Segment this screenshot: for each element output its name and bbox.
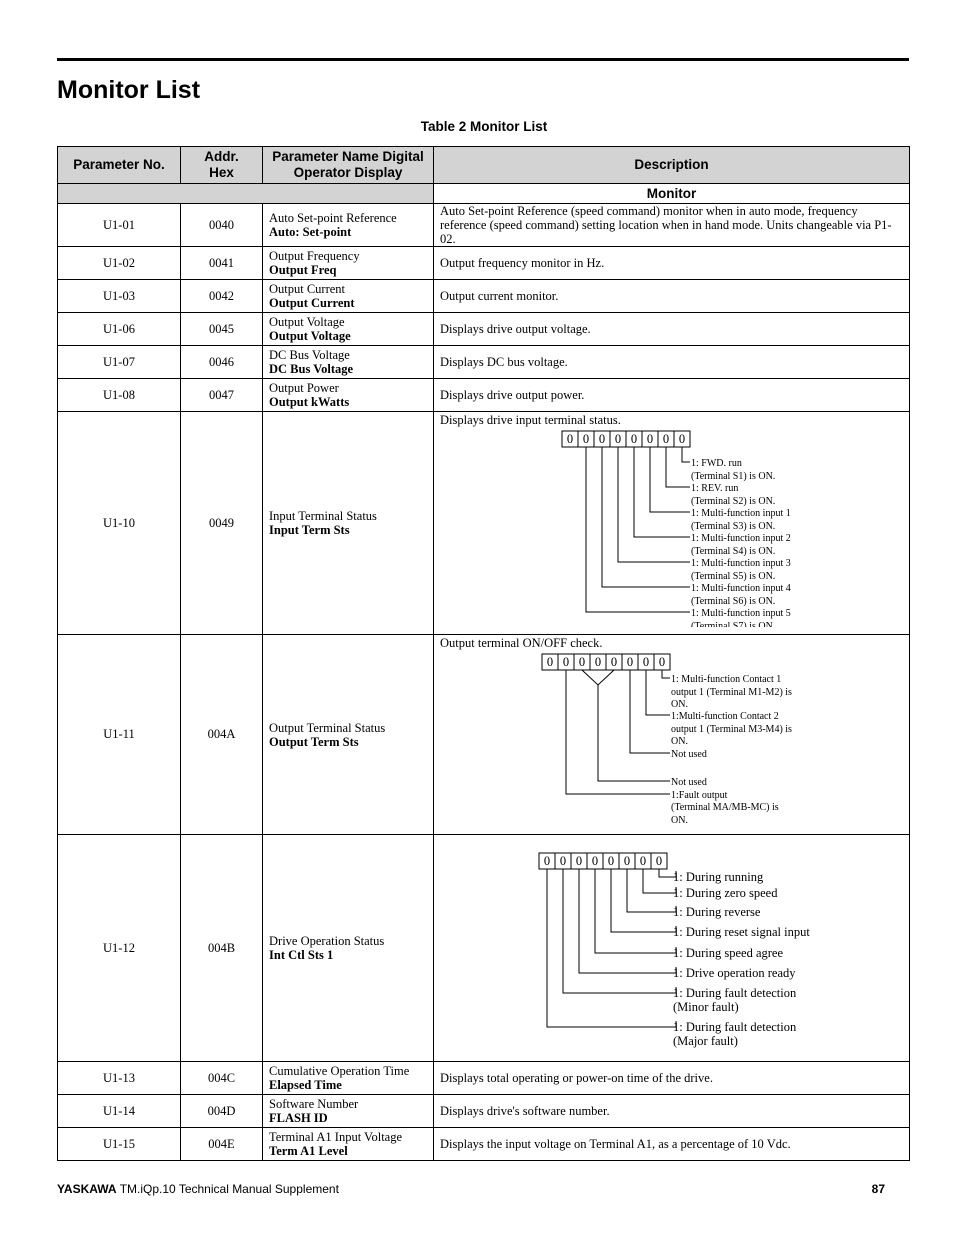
bit-note: (Terminal MA/MB-MC) is (671, 802, 779, 813)
desc-cell: Displays drive's software number. (434, 1095, 910, 1128)
name-cell: Input Terminal Status Input Term Sts (263, 412, 434, 635)
desc-cell: Displays drive output voltage. (434, 313, 910, 346)
bit-note: (Terminal S3) is ON. (691, 521, 776, 532)
bit-note: 1: During speed agree (673, 946, 784, 960)
addr-cell: 0047 (181, 379, 263, 412)
addr-cell: 004B (181, 835, 263, 1062)
bit-note: 1: During zero speed (673, 886, 778, 900)
section-blank (58, 184, 434, 204)
param-cell: U1-11 (58, 635, 181, 835)
name-cell: Terminal A1 Input Voltage Term A1 Level (263, 1128, 434, 1161)
param-cell: U1-07 (58, 346, 181, 379)
bit-note: ON. (671, 736, 688, 747)
table-row (58, 1095, 910, 1128)
footer-brand: YASKAWA (57, 1182, 117, 1196)
bit-note: 1: During fault detection (673, 1020, 797, 1034)
bit-note: 1: Multi-function input 3 (691, 558, 791, 569)
addr-cell: 004C (181, 1062, 263, 1095)
desc-cell: Displays DC bus voltage. (434, 346, 910, 379)
param-cell: U1-06 (58, 313, 181, 346)
bit-digit: 0 (639, 854, 647, 868)
bit-note: Not used (671, 749, 707, 760)
bit-digit: 0 (582, 432, 590, 446)
param-cell: U1-14 (58, 1095, 181, 1128)
header-description: Description (434, 147, 910, 184)
desc-cell: Output frequency monitor in Hz. (434, 247, 910, 280)
addr-cell: 0042 (181, 280, 263, 313)
bit-note: output 1 (Terminal M3-M4) is (671, 724, 792, 735)
param-cell: U1-10 (58, 412, 181, 635)
name-cell: DC Bus Voltage DC Bus Voltage (263, 346, 434, 379)
bit-note: 1: During fault detection (673, 986, 797, 1000)
desc-cell (434, 835, 910, 1062)
table-row (58, 280, 910, 313)
bit-note: (Terminal S5) is ON. (691, 571, 776, 582)
bit-note: 1: Multi-function Contact 1 (671, 674, 782, 685)
top-rule (57, 58, 909, 61)
table-row (58, 313, 910, 346)
param-cell: U1-03 (58, 280, 181, 313)
param-cell: U1-15 (58, 1128, 181, 1161)
addr-cell: 0046 (181, 346, 263, 379)
bit-note: (Terminal S1) is ON. (691, 471, 776, 482)
desc-cell (434, 412, 910, 635)
name-cell: Auto Set-point Reference Auto: Set-point (263, 204, 434, 247)
monitor-table (57, 146, 910, 1161)
bit-note: 1: FWD. run (691, 458, 742, 469)
bit-digit: 0 (546, 655, 554, 669)
bit-digit: 0 (630, 432, 638, 446)
bit-digit: 0 (566, 432, 574, 446)
bit-digit: 0 (575, 854, 583, 868)
bit-note: 1: During running (673, 870, 764, 884)
addr-cell: 0049 (181, 412, 263, 635)
bit-digit: 0 (598, 432, 606, 446)
bit-digit: 0 (626, 655, 634, 669)
page-number: 87 (871, 1182, 885, 1196)
name-cell: Output Voltage Output Voltage (263, 313, 434, 346)
param-cell: U1-12 (58, 835, 181, 1062)
bit-note: 1:Multi-function Contact 2 (671, 711, 779, 722)
bit-digit: 0 (591, 854, 599, 868)
addr-cell: 004E (181, 1128, 263, 1161)
bit-note: (Terminal S7) is ON. (691, 621, 776, 627)
bit-note: 1: During reset signal input (673, 925, 810, 939)
bit-note: 1: Drive operation ready (673, 966, 796, 980)
page-footer (57, 1182, 885, 1196)
name-cell: Drive Operation Status Int Ctl Sts 1 (263, 835, 434, 1062)
param-cell: U1-02 (58, 247, 181, 280)
bit-digit: 0 (594, 655, 602, 669)
desc-cell: Output current monitor. (434, 280, 910, 313)
name-cell: Output Frequency Output Freq (263, 247, 434, 280)
bit-digit: 0 (662, 432, 670, 446)
bit-note: Not used (671, 777, 707, 788)
footer-doc-title: TM.iQp.10 Technical Manual Supplement (116, 1182, 339, 1196)
header-addr: Addr. Hex (181, 147, 263, 184)
addr-cell: 0040 (181, 204, 263, 247)
bit-digit: 0 (543, 854, 551, 868)
header-name: Parameter Name Digital Operator Display (263, 147, 434, 184)
bit-note: (Terminal S4) is ON. (691, 546, 776, 557)
bit-digit: 0 (610, 655, 618, 669)
bit-note: (Terminal S6) is ON. (691, 596, 776, 607)
bit-note: 1: Multi-function input 4 (691, 583, 791, 594)
table-row (58, 346, 910, 379)
addr-cell: 0041 (181, 247, 263, 280)
bit-digit: 0 (658, 655, 666, 669)
name-cell: Output Current Output Current (263, 280, 434, 313)
table-row (58, 635, 910, 835)
output-terminal-bit-diagram (440, 650, 910, 830)
section-label: Monitor (434, 184, 910, 204)
table-row (58, 412, 910, 635)
bit-note: (Major fault) (673, 1034, 738, 1048)
table-caption: Table 2 Monitor List (420, 119, 548, 134)
desc-cell: Auto Set-point Reference (speed command) monitor when in auto mode, frequency reference (speed command) setting location when in hand mode. Units changeable via P1-02. (434, 204, 910, 247)
desc-cell: Displays the input voltage on Terminal A1, as a percentage of 10 Vdc. (434, 1128, 910, 1161)
bit-note: (Minor fault) (673, 1000, 739, 1014)
bit-digit: 0 (623, 854, 631, 868)
name-cell: Cumulative Operation Time Elapsed Time (263, 1062, 434, 1095)
bit-digit: 0 (559, 854, 567, 868)
bit-note: 1: Multi-function input 2 (691, 533, 791, 544)
table-row (58, 204, 910, 247)
bit-digit: 0 (578, 655, 586, 669)
param-cell: U1-01 (58, 204, 181, 247)
table-row (58, 247, 910, 280)
bit-note: 1: Multi-function input 1 (691, 508, 791, 519)
bit-note: ON. (671, 699, 688, 710)
bit-digit: 0 (607, 854, 615, 868)
addr-cell: 004A (181, 635, 263, 835)
desc-cell: Displays total operating or power-on time of the drive. (434, 1062, 910, 1095)
operation-status-bit-diagram (440, 835, 910, 1057)
name-cell: Software Number FLASH ID (263, 1095, 434, 1128)
desc-cell (434, 635, 910, 835)
bit-note: (Terminal S2) is ON. (691, 496, 776, 507)
bit-digit: 0 (678, 432, 686, 446)
desc-text: Displays drive input terminal status. (440, 413, 621, 427)
bit-note: 1: During reverse (673, 905, 761, 919)
table-row (58, 1062, 910, 1095)
table-row (58, 379, 910, 412)
name-cell: Output Power Output kWatts (263, 379, 434, 412)
table-row (58, 1128, 910, 1161)
bit-note: output 1 (Terminal M1-M2) is (671, 687, 792, 698)
bit-digit: 0 (562, 655, 570, 669)
desc-cell: Displays drive output power. (434, 379, 910, 412)
bit-note: 1: Multi-function input 5 (691, 608, 791, 619)
bit-digit: 0 (642, 655, 650, 669)
param-cell: U1-08 (58, 379, 181, 412)
bit-note: ON. (671, 815, 688, 826)
addr-cell: 004D (181, 1095, 263, 1128)
bit-digit: 0 (655, 854, 663, 868)
bit-note: 1: REV. run (691, 483, 739, 494)
bit-digit: 0 (646, 432, 654, 446)
section-row (58, 184, 910, 204)
param-cell: U1-13 (58, 1062, 181, 1095)
addr-cell: 0045 (181, 313, 263, 346)
name-cell: Output Terminal Status Output Term Sts (263, 635, 434, 835)
header-param-no: Parameter No. (58, 147, 181, 184)
bit-digit: 0 (614, 432, 622, 446)
desc-text: Output terminal ON/OFF check. (440, 636, 603, 650)
bit-note: 1:Fault output (671, 790, 728, 801)
page-title: Monitor List (57, 76, 201, 104)
table-row (58, 835, 910, 1062)
input-terminal-bit-diagram (440, 427, 910, 627)
header-row (58, 147, 910, 184)
